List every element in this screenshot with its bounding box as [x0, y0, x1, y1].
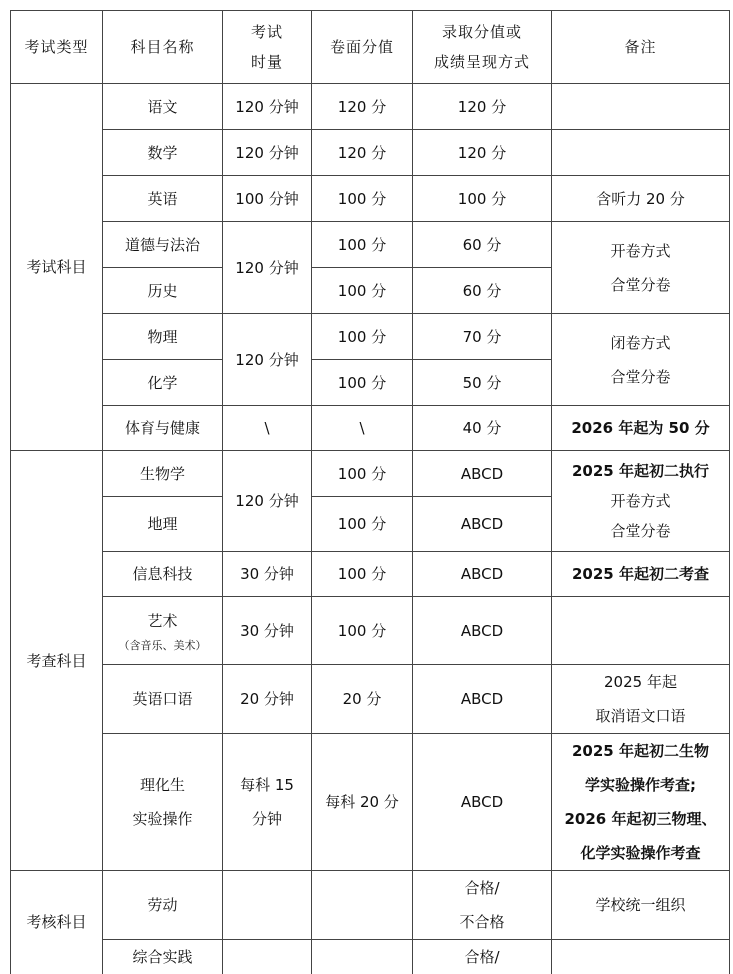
table-row: [11, 130, 730, 176]
duration-cell: 120 分钟: [223, 222, 312, 314]
admission-cell: 100 分: [413, 176, 552, 222]
admission-cell: 120 分: [413, 130, 552, 176]
remark-line: 闭卷方式: [610, 333, 671, 352]
table-row: [11, 451, 730, 497]
remark-cell: 2025 年起初二考查: [552, 552, 730, 597]
remark-line: 2025 年起: [604, 673, 677, 691]
duration-line: 分钟: [251, 810, 282, 828]
remark-line: 开卷方式: [610, 241, 671, 260]
subject-cell: [103, 597, 223, 665]
table-row: [11, 940, 730, 974]
remark-cell: [552, 314, 730, 406]
header-admission-line1: 录取分值或: [441, 23, 522, 41]
subject-cell: 英语: [103, 176, 223, 222]
table-row: [11, 552, 730, 597]
score-cell: 20 分: [312, 665, 413, 734]
score-cell: 100 分: [312, 268, 413, 314]
subject-cell: 历史: [103, 268, 223, 314]
admission-cell: ABCD: [413, 734, 552, 871]
score-cell: 100 分: [312, 451, 413, 497]
score-cell: 100 分: [312, 497, 413, 552]
remark-cell: [552, 222, 730, 314]
admission-cell: 60 分: [413, 222, 552, 268]
remark-line: 2025 年起初二执行: [572, 462, 709, 480]
remark-line: 开卷方式: [610, 492, 671, 510]
group-exam: 考试科目: [11, 84, 103, 451]
duration-cell: 30 分钟: [223, 597, 312, 665]
table-row: [11, 597, 730, 665]
subject-cell: 地理: [103, 497, 223, 552]
admission-cell: ABCD: [413, 552, 552, 597]
remark-cell: [552, 130, 730, 176]
header-remarks: 备注: [552, 11, 730, 84]
score-cell: 100 分: [312, 552, 413, 597]
admission-cell: ABCD: [413, 497, 552, 552]
subject-cell: 劳动: [103, 871, 223, 940]
duration-cell: [223, 734, 312, 871]
remark-cell: 2026 年起为 50 分: [552, 406, 730, 451]
remark-cell: 学校统一组织: [552, 871, 730, 940]
remark-cell: [552, 597, 730, 665]
duration-cell: 120 分钟: [223, 84, 312, 130]
score-cell: 120 分: [312, 84, 413, 130]
remark-cell: [552, 84, 730, 130]
subject-line: 理化生: [139, 776, 185, 794]
score-cell: \: [312, 406, 413, 451]
admission-line: 不合格: [459, 913, 505, 931]
group-assess: 考核科目: [11, 871, 103, 974]
table-row: [11, 734, 730, 871]
table-row: [11, 84, 730, 130]
remark-line: 合堂分卷: [610, 522, 671, 540]
admission-line: 合格/: [464, 879, 500, 897]
score-cell: 100 分: [312, 597, 413, 665]
header-duration-line1: 考试: [250, 23, 283, 41]
remark-cell: 含听力 20 分: [552, 176, 730, 222]
admission-cell: 合格/: [413, 940, 552, 974]
remark-line: 2025 年起初二生物: [572, 742, 709, 760]
score-cell: [312, 940, 413, 974]
subject-cell: 语文: [103, 84, 223, 130]
remark-cell: [552, 734, 730, 871]
duration-cell: 120 分钟: [223, 130, 312, 176]
remark-line: 2026 年起初三物理、: [564, 810, 717, 828]
duration-cell: 100 分钟: [223, 176, 312, 222]
remark-cell: [552, 451, 730, 552]
header-type: 考试类型: [11, 11, 103, 84]
subject-cell: 信息科技: [103, 552, 223, 597]
header-row: [11, 11, 730, 84]
admission-cell: [413, 871, 552, 940]
admission-cell: ABCD: [413, 665, 552, 734]
duration-line: 每科 15: [240, 776, 294, 794]
subject-cell: 化学: [103, 360, 223, 406]
duration-cell: [223, 940, 312, 974]
duration-cell: 120 分钟: [223, 314, 312, 406]
remark-line: 化学实验操作考查: [580, 844, 701, 862]
score-cell: 100 分: [312, 360, 413, 406]
remark-line: 合堂分卷: [610, 275, 671, 294]
table-row: [11, 665, 730, 734]
subject-line: 艺术: [147, 611, 178, 630]
admission-cell: 70 分: [413, 314, 552, 360]
header-admission: [413, 11, 552, 84]
table-row: [11, 314, 730, 360]
table-row: [11, 871, 730, 940]
duration-cell: \: [223, 406, 312, 451]
subject-cell: [103, 734, 223, 871]
subject-cell: 体育与健康: [103, 406, 223, 451]
duration-cell: 120 分钟: [223, 451, 312, 552]
score-cell: 120 分: [312, 130, 413, 176]
remark-cell: [552, 665, 730, 734]
score-cell: 每科 20 分: [312, 734, 413, 871]
score-cell: 100 分: [312, 314, 413, 360]
subject-cell: 英语口语: [103, 665, 223, 734]
score-cell: 100 分: [312, 222, 413, 268]
remark-line: 学实验操作考查;: [585, 776, 696, 794]
remark-cell: [552, 940, 730, 974]
subject-cell: 综合实践: [103, 940, 223, 974]
header-duration-line2: 时量: [250, 53, 283, 71]
table-row: [11, 222, 730, 268]
subject-note: （含音乐、美术）: [118, 638, 207, 652]
header-duration: [223, 11, 312, 84]
duration-cell: 20 分钟: [223, 665, 312, 734]
duration-cell: 30 分钟: [223, 552, 312, 597]
remark-line: 取消语文口语: [595, 707, 686, 725]
table-row: [11, 176, 730, 222]
admission-cell: 50 分: [413, 360, 552, 406]
header-score: 卷面分值: [312, 11, 413, 84]
duration-cell: [223, 871, 312, 940]
exam-subjects-table: [10, 10, 730, 974]
score-cell: 100 分: [312, 176, 413, 222]
admission-cell: 60 分: [413, 268, 552, 314]
subject-cell: 物理: [103, 314, 223, 360]
admission-cell: ABCD: [413, 597, 552, 665]
subject-cell: 生物学: [103, 451, 223, 497]
admission-cell: 40 分: [413, 406, 552, 451]
group-check: 考查科目: [11, 451, 103, 871]
remark-line: 合堂分卷: [610, 367, 671, 386]
admission-cell: 120 分: [413, 84, 552, 130]
header-admission-line2: 成绩呈现方式: [433, 53, 530, 71]
subject-line: 实验操作: [132, 810, 193, 828]
table-row: [11, 406, 730, 451]
header-subject: 科目名称: [103, 11, 223, 84]
subject-cell: 道德与法治: [103, 222, 223, 268]
subject-cell: 数学: [103, 130, 223, 176]
score-cell: [312, 871, 413, 940]
admission-cell: ABCD: [413, 451, 552, 497]
